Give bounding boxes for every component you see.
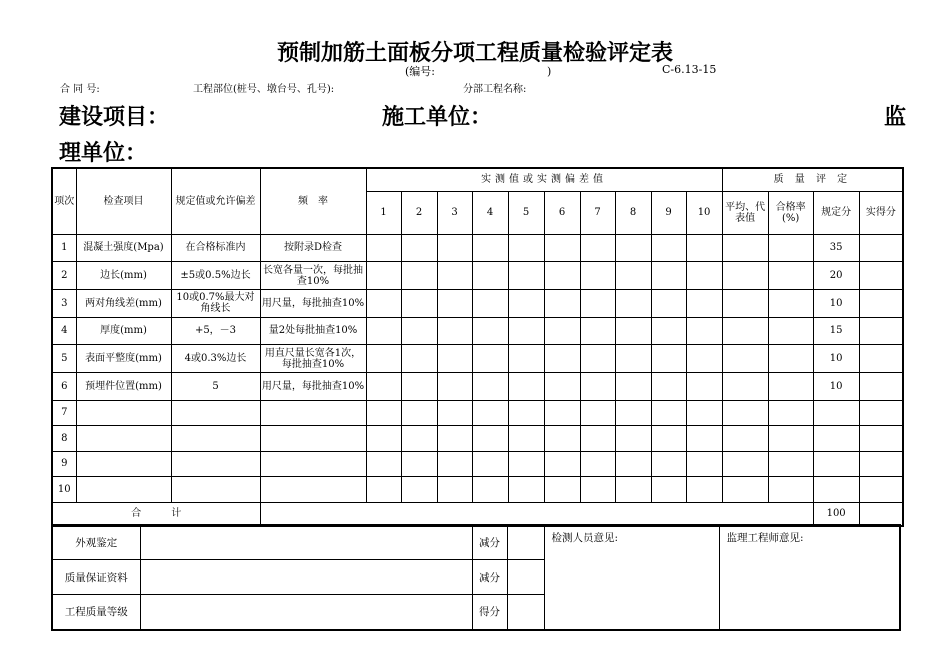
average-cell[interactable] bbox=[722, 234, 768, 262]
measure-cell[interactable] bbox=[472, 477, 508, 503]
pass-rate-cell[interactable] bbox=[768, 477, 813, 503]
actual-points-cell[interactable] bbox=[859, 262, 903, 290]
measure-col-header: 2 bbox=[401, 191, 437, 234]
measure-cell[interactable] bbox=[437, 451, 472, 477]
measure-cell[interactable] bbox=[580, 262, 615, 290]
col-actual-points-header: 实得分 bbox=[859, 191, 903, 234]
row-points bbox=[813, 477, 859, 503]
measure-cell[interactable] bbox=[366, 451, 401, 477]
measure-cell[interactable] bbox=[651, 289, 686, 317]
row-points bbox=[813, 426, 859, 452]
row-item: 预埋件位置(mm) bbox=[76, 372, 171, 400]
table-row bbox=[52, 400, 903, 426]
row-frequency: 量2处每批抽查10% bbox=[260, 317, 366, 345]
deduct-field-2[interactable] bbox=[507, 560, 544, 595]
measure-cell[interactable] bbox=[615, 289, 651, 317]
row-index: 6 bbox=[52, 372, 76, 400]
measure-cell[interactable] bbox=[686, 451, 722, 477]
score-label: 得分 bbox=[472, 595, 507, 630]
table-row bbox=[52, 345, 903, 373]
measure-cell[interactable] bbox=[472, 289, 508, 317]
measure-cell[interactable] bbox=[544, 426, 580, 452]
measure-cell[interactable] bbox=[686, 345, 722, 373]
col-average-header: 平均、代表值 bbox=[722, 191, 768, 234]
measure-cell[interactable] bbox=[366, 372, 401, 400]
measure-cell[interactable] bbox=[472, 234, 508, 262]
measure-cell[interactable] bbox=[651, 477, 686, 503]
total-label: 合 计 bbox=[52, 502, 260, 526]
total-points: 100 bbox=[813, 502, 859, 526]
row-tolerance bbox=[171, 477, 260, 503]
col-points-header: 规定分 bbox=[813, 191, 859, 234]
measure-cell[interactable] bbox=[366, 289, 401, 317]
table-row bbox=[52, 262, 903, 290]
measure-cell[interactable] bbox=[366, 262, 401, 290]
measure-cell[interactable] bbox=[686, 317, 722, 345]
measure-col-header: 6 bbox=[544, 191, 580, 234]
average-cell[interactable] bbox=[722, 426, 768, 452]
measure-cell[interactable] bbox=[472, 426, 508, 452]
row-item: 边长(mm) bbox=[76, 262, 171, 290]
pass-rate-cell[interactable] bbox=[768, 426, 813, 452]
measure-cell[interactable] bbox=[508, 477, 544, 503]
pass-rate-cell[interactable] bbox=[768, 317, 813, 345]
table-row bbox=[52, 426, 903, 452]
row-tolerance: 10或0.7%最大对角线长 bbox=[171, 289, 260, 317]
grade-field[interactable] bbox=[140, 595, 472, 630]
measure-cell[interactable] bbox=[401, 289, 437, 317]
col-index-header: 项次 bbox=[52, 168, 76, 234]
actual-points-cell[interactable] bbox=[859, 345, 903, 373]
measure-col-header: 4 bbox=[472, 191, 508, 234]
measure-cell[interactable] bbox=[401, 451, 437, 477]
contract-no-label: 合 同 号: bbox=[60, 84, 100, 95]
measure-cell[interactable] bbox=[508, 289, 544, 317]
measure-cell[interactable] bbox=[508, 400, 544, 426]
row-item: 表面平整度(mm) bbox=[76, 345, 171, 373]
pass-rate-cell[interactable] bbox=[768, 451, 813, 477]
measure-cell[interactable] bbox=[437, 426, 472, 452]
measure-cell[interactable] bbox=[544, 372, 580, 400]
row-item bbox=[76, 400, 171, 426]
measure-col-header: 5 bbox=[508, 191, 544, 234]
measure-cell[interactable] bbox=[437, 317, 472, 345]
measure-cell[interactable] bbox=[366, 400, 401, 426]
measure-cell[interactable] bbox=[437, 289, 472, 317]
measure-cell[interactable] bbox=[686, 477, 722, 503]
measure-col-header: 7 bbox=[580, 191, 615, 234]
measure-cell[interactable] bbox=[544, 345, 580, 373]
row-tolerance: +5，－3 bbox=[171, 317, 260, 345]
measure-cell[interactable] bbox=[580, 477, 615, 503]
actual-points-cell[interactable] bbox=[859, 426, 903, 452]
table-row bbox=[52, 317, 903, 345]
measure-cell[interactable] bbox=[580, 345, 615, 373]
measure-cell[interactable] bbox=[472, 451, 508, 477]
measure-cell[interactable] bbox=[615, 426, 651, 452]
work-location-label: 工程部位(桩号、墩台号、孔号): bbox=[193, 84, 335, 95]
measure-cell[interactable] bbox=[544, 289, 580, 317]
measure-cell[interactable] bbox=[472, 345, 508, 373]
measure-cell[interactable] bbox=[615, 400, 651, 426]
row-index: 4 bbox=[52, 317, 76, 345]
row-tolerance bbox=[171, 426, 260, 452]
measure-cell[interactable] bbox=[508, 262, 544, 290]
col-measured-header: 实测值或实测偏差值 bbox=[366, 168, 722, 191]
measure-cell[interactable] bbox=[544, 262, 580, 290]
form-title: 预制加筋土面板分项工程质量检验评定表 bbox=[276, 40, 673, 66]
row-frequency: 用尺量，每批抽查10% bbox=[260, 372, 366, 400]
measure-cell[interactable] bbox=[437, 262, 472, 290]
appearance-field[interactable] bbox=[140, 525, 472, 560]
table-row bbox=[52, 289, 903, 317]
measure-cell[interactable] bbox=[544, 477, 580, 503]
row-tolerance: ±5或0.5%边长 bbox=[171, 262, 260, 290]
row-points: 10 bbox=[813, 345, 859, 373]
row-tolerance bbox=[171, 451, 260, 477]
actual-points-cell[interactable] bbox=[859, 372, 903, 400]
col-frequency-header: 频 率 bbox=[260, 168, 366, 234]
measure-cell[interactable] bbox=[401, 234, 437, 262]
row-points: 15 bbox=[813, 317, 859, 345]
row-index: 10 bbox=[52, 477, 76, 503]
measure-cell[interactable] bbox=[686, 426, 722, 452]
measure-cell[interactable] bbox=[508, 426, 544, 452]
form-code: C-6.13-15 bbox=[662, 63, 717, 76]
row-points: 10 bbox=[813, 372, 859, 400]
measure-cell[interactable] bbox=[544, 451, 580, 477]
measure-cell[interactable] bbox=[615, 345, 651, 373]
supervisor-label-a: 监 bbox=[884, 104, 907, 130]
supervisor-label-b: 理单位： bbox=[59, 140, 148, 166]
measure-cell[interactable] bbox=[580, 317, 615, 345]
measure-cell[interactable] bbox=[651, 451, 686, 477]
row-points: 20 bbox=[813, 262, 859, 290]
row-item bbox=[76, 426, 171, 452]
measure-col-header: 8 bbox=[615, 191, 651, 234]
actual-points-cell[interactable] bbox=[859, 400, 903, 426]
average-cell[interactable] bbox=[722, 289, 768, 317]
actual-points-cell[interactable] bbox=[859, 477, 903, 503]
row-points: 10 bbox=[813, 289, 859, 317]
table-row bbox=[52, 372, 903, 400]
average-cell[interactable] bbox=[722, 372, 768, 400]
average-cell[interactable] bbox=[722, 477, 768, 503]
measure-cell[interactable] bbox=[366, 317, 401, 345]
quality-docs-field[interactable] bbox=[140, 560, 472, 595]
actual-points-cell[interactable] bbox=[859, 234, 903, 262]
actual-points-cell[interactable] bbox=[859, 289, 903, 317]
measure-cell[interactable] bbox=[508, 372, 544, 400]
average-cell[interactable] bbox=[722, 451, 768, 477]
measure-cell[interactable] bbox=[580, 400, 615, 426]
average-cell[interactable] bbox=[722, 345, 768, 373]
row-frequency: 用尺量，每批抽查10% bbox=[260, 289, 366, 317]
row-frequency: 按附录D检查 bbox=[260, 234, 366, 262]
row-frequency bbox=[260, 400, 366, 426]
measure-cell[interactable] bbox=[651, 372, 686, 400]
row-item: 两对角线差(mm) bbox=[76, 289, 171, 317]
table-row bbox=[52, 451, 903, 477]
measure-cell[interactable] bbox=[508, 451, 544, 477]
row-points: 35 bbox=[813, 234, 859, 262]
measure-cell[interactable] bbox=[401, 345, 437, 373]
measure-cell[interactable] bbox=[401, 477, 437, 503]
row-frequency bbox=[260, 477, 366, 503]
row-points bbox=[813, 451, 859, 477]
measure-cell[interactable] bbox=[615, 372, 651, 400]
inspection-table bbox=[51, 167, 904, 527]
quality-docs-label: 质量保证资料 bbox=[52, 560, 140, 595]
measure-cell[interactable] bbox=[437, 477, 472, 503]
measure-cell[interactable] bbox=[615, 477, 651, 503]
row-tolerance: 在合格标准内 bbox=[171, 234, 260, 262]
pass-rate-cell[interactable] bbox=[768, 289, 813, 317]
actual-points-cell[interactable] bbox=[859, 317, 903, 345]
row-frequency: 长宽各量一次，每批抽查10% bbox=[260, 262, 366, 290]
measure-cell[interactable] bbox=[544, 400, 580, 426]
score-field[interactable] bbox=[507, 595, 544, 630]
measure-cell[interactable] bbox=[508, 317, 544, 345]
pass-rate-cell[interactable] bbox=[768, 400, 813, 426]
measure-cell[interactable] bbox=[651, 317, 686, 345]
row-index: 2 bbox=[52, 262, 76, 290]
serial-number: (编号: ) bbox=[405, 65, 552, 78]
measure-cell[interactable] bbox=[401, 372, 437, 400]
assessment-table bbox=[51, 524, 901, 631]
row-points bbox=[813, 400, 859, 426]
measure-cell[interactable] bbox=[366, 426, 401, 452]
col-assessment-header: 质 量 评 定 bbox=[722, 168, 903, 191]
col-tolerance-header: 规定值或允许偏差 bbox=[171, 168, 260, 234]
measure-cell[interactable] bbox=[472, 372, 508, 400]
measure-cell[interactable] bbox=[651, 234, 686, 262]
measure-cell[interactable] bbox=[366, 234, 401, 262]
total-blank bbox=[260, 502, 813, 526]
row-index: 3 bbox=[52, 289, 76, 317]
row-tolerance: 5 bbox=[171, 372, 260, 400]
measure-cell[interactable] bbox=[615, 262, 651, 290]
measure-cell[interactable] bbox=[580, 426, 615, 452]
measure-cell[interactable] bbox=[437, 345, 472, 373]
appearance-label: 外观鉴定 bbox=[52, 525, 140, 560]
measure-cell[interactable] bbox=[686, 234, 722, 262]
table-row bbox=[52, 234, 903, 262]
row-index: 1 bbox=[52, 234, 76, 262]
measure-cell[interactable] bbox=[401, 262, 437, 290]
row-index: 9 bbox=[52, 451, 76, 477]
measure-cell[interactable] bbox=[580, 451, 615, 477]
measure-cell[interactable] bbox=[508, 345, 544, 373]
measure-cell[interactable] bbox=[686, 372, 722, 400]
row-tolerance bbox=[171, 400, 260, 426]
measure-cell[interactable] bbox=[651, 345, 686, 373]
total-actual-points bbox=[859, 502, 903, 526]
row-tolerance: 4或0.3%边长 bbox=[171, 345, 260, 373]
measure-cell[interactable] bbox=[437, 234, 472, 262]
measure-cell[interactable] bbox=[437, 372, 472, 400]
measure-cell[interactable] bbox=[508, 234, 544, 262]
measure-cell[interactable] bbox=[686, 400, 722, 426]
pass-rate-cell[interactable] bbox=[768, 372, 813, 400]
measure-cell[interactable] bbox=[580, 234, 615, 262]
row-item: 混凝土强度(Mpa) bbox=[76, 234, 171, 262]
deduct-label-1: 减分 bbox=[472, 525, 507, 560]
row-index: 7 bbox=[52, 400, 76, 426]
row-frequency: 用直尺量长宽各1次，每批抽查10% bbox=[260, 345, 366, 373]
supervisor-opinion[interactable]: 监理工程师意见: bbox=[719, 525, 900, 630]
deduct-field-1[interactable] bbox=[507, 525, 544, 560]
measure-col-header: 1 bbox=[366, 191, 401, 234]
row-item bbox=[76, 451, 171, 477]
measure-cell[interactable] bbox=[651, 400, 686, 426]
pass-rate-cell[interactable] bbox=[768, 234, 813, 262]
inspector-opinion[interactable]: 检测人员意见: bbox=[544, 525, 719, 630]
row-frequency bbox=[260, 451, 366, 477]
measure-col-header: 3 bbox=[437, 191, 472, 234]
average-cell[interactable] bbox=[722, 262, 768, 290]
contractor-label: 施工单位： bbox=[382, 104, 493, 130]
measure-cell[interactable] bbox=[472, 317, 508, 345]
measure-cell[interactable] bbox=[401, 317, 437, 345]
measure-col-header: 9 bbox=[651, 191, 686, 234]
project-label: 建设项目： bbox=[59, 104, 170, 130]
row-item bbox=[76, 477, 171, 503]
row-index: 5 bbox=[52, 345, 76, 373]
average-cell[interactable] bbox=[722, 400, 768, 426]
col-item-header: 检查项目 bbox=[76, 168, 171, 234]
col-pass-rate-header: 合格率(%) bbox=[768, 191, 813, 234]
measure-cell[interactable] bbox=[472, 400, 508, 426]
measure-cell[interactable] bbox=[366, 477, 401, 503]
sub-project-label: 分部工程名称: bbox=[463, 84, 527, 95]
measure-cell[interactable] bbox=[615, 451, 651, 477]
measure-cell[interactable] bbox=[437, 400, 472, 426]
grade-label: 工程质量等级 bbox=[52, 595, 140, 630]
measure-cell[interactable] bbox=[580, 289, 615, 317]
measure-cell[interactable] bbox=[580, 372, 615, 400]
measure-cell[interactable] bbox=[615, 234, 651, 262]
measure-cell[interactable] bbox=[615, 317, 651, 345]
average-cell[interactable] bbox=[722, 317, 768, 345]
measure-cell[interactable] bbox=[651, 426, 686, 452]
row-index: 8 bbox=[52, 426, 76, 452]
measure-cell[interactable] bbox=[651, 262, 686, 290]
table-row bbox=[52, 477, 903, 503]
row-frequency bbox=[260, 426, 366, 452]
measure-cell[interactable] bbox=[401, 400, 437, 426]
measure-col-header: 10 bbox=[686, 191, 722, 234]
measure-cell[interactable] bbox=[686, 262, 722, 290]
measure-cell[interactable] bbox=[472, 262, 508, 290]
pass-rate-cell[interactable] bbox=[768, 345, 813, 373]
deduct-label-2: 减分 bbox=[472, 560, 507, 595]
measure-cell[interactable] bbox=[544, 234, 580, 262]
measure-cell[interactable] bbox=[686, 289, 722, 317]
measure-cell[interactable] bbox=[366, 345, 401, 373]
row-item: 厚度(mm) bbox=[76, 317, 171, 345]
actual-points-cell[interactable] bbox=[859, 451, 903, 477]
pass-rate-cell[interactable] bbox=[768, 262, 813, 290]
measure-cell[interactable] bbox=[401, 426, 437, 452]
measure-cell[interactable] bbox=[544, 317, 580, 345]
